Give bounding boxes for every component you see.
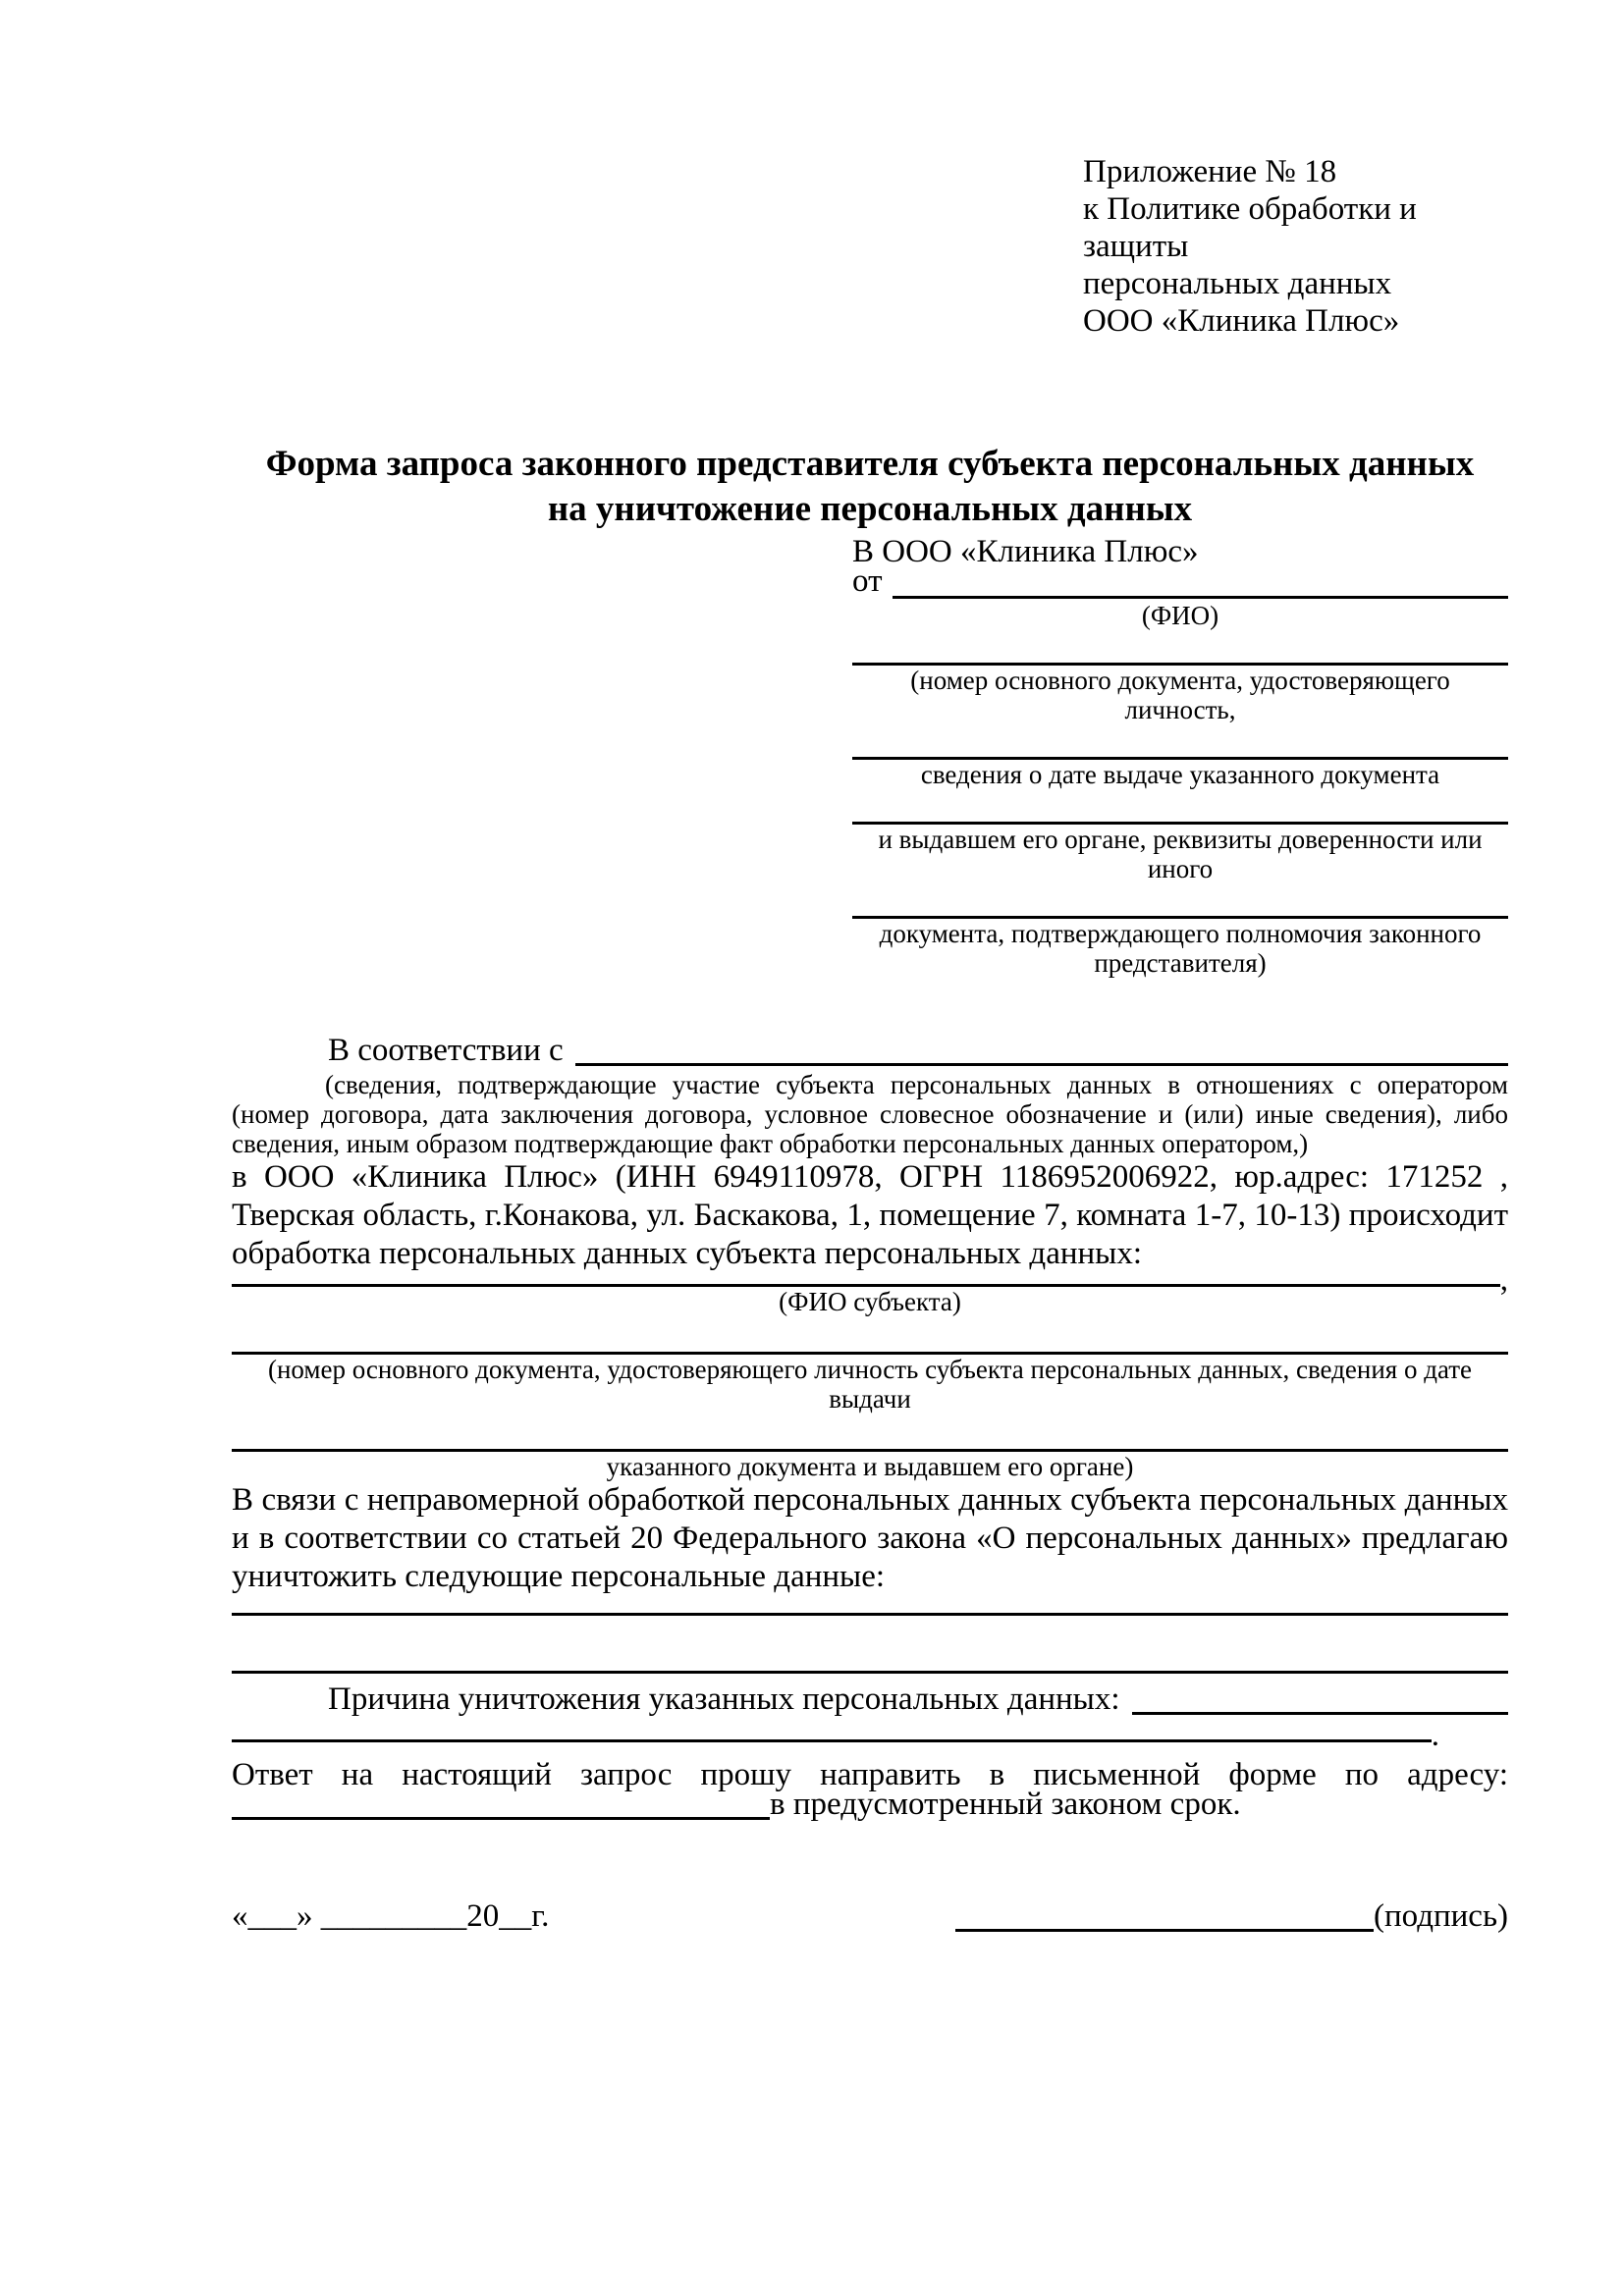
accordance-label: В соответствии с	[328, 1033, 564, 1068]
signature-caption: (подпись)	[1374, 1898, 1508, 1934]
appendix-header	[1083, 0, 1508, 340]
subject-doc-authority-fill-line	[232, 1414, 1508, 1452]
accordance-row	[232, 1031, 1508, 1070]
reason-fill-line	[1132, 1712, 1508, 1715]
signature-fill-line	[955, 1929, 1374, 1932]
accordance-note: (сведения, подтверждающие участие субъекта персональных данных в отношениях с оператором (номер договора, дата заключения договора, условное словесное обозначение и (или) иные сведения), либо сведения, иным образом подтверждающие факт обработки персональных данных оператором,)	[232, 1070, 1508, 1158]
addressee-to: В ООО «Клиника Плюс»	[852, 534, 1199, 569]
fio-caption: (ФИО)	[1141, 601, 1219, 630]
form-title	[232, 442, 1508, 532]
subject-doc-fill-line	[232, 1316, 1508, 1355]
representative-doc-fill-line	[852, 630, 1508, 666]
comma-char: ,	[1499, 1262, 1508, 1298]
reply-address-fill-line	[232, 1817, 770, 1820]
subject-fio-fill-row	[232, 1262, 1508, 1298]
accordance-fill-line	[575, 1063, 1508, 1066]
subject-doc-caption1: (номер основного документа, удостоверяющего личность субъекта персональных данных, сведения о дате выдачи	[267, 1355, 1473, 1414]
doc-number-caption: (номер основного документа, удостоверяющего личность,	[910, 666, 1450, 724]
reason-fill-row-2	[232, 1718, 1508, 1753]
reason-row	[232, 1680, 1508, 1719]
signature-row	[232, 1900, 1508, 1936]
subject-doc-caption2: указанного документа и выдавшем его органе)	[606, 1452, 1134, 1481]
from-row	[852, 563, 1508, 601]
appendix-line: ООО «Клиника Плюс»	[1083, 303, 1400, 339]
issue-date-caption: сведения о дате выдаче указанного документа	[920, 760, 1440, 789]
authority-doc-fill-line	[852, 883, 1508, 919]
reply-address-row	[232, 1787, 1508, 1824]
appendix-line: Приложение № 18	[1083, 154, 1337, 189]
date-placeholder: «___» _________20__г.	[232, 1898, 550, 1934]
representative-fio-fill-line	[893, 596, 1509, 599]
destroy-paragraph: В связи с неправомерной обработкой персональных данных субъекта персональных данных и в соответствии со статьей 20 Федерального закона «О персональных данных» предлагаю уничтожить следующие персональные данные:	[232, 1482, 1508, 1594]
reason-fill-line-2	[232, 1739, 1432, 1742]
period-char: .	[1431, 1718, 1439, 1753]
signature-block	[955, 1897, 1508, 1936]
form-title-line2: на уничтожение персональных данных	[547, 489, 1193, 529]
issue-date-fill-line	[852, 724, 1508, 760]
form-title-line1: Форма запроса законного представителя субъекта персональных данных	[265, 444, 1475, 484]
subject-fio-caption: (ФИО субъекта)	[779, 1287, 961, 1316]
document-body	[232, 1031, 1508, 1936]
authority-doc-caption: документа, подтверждающего полномочия законного представителя)	[879, 919, 1482, 978]
data-list-fill-line-1	[232, 1596, 1508, 1616]
appendix-line: персональных данных	[1083, 266, 1392, 301]
reason-label: Причина уничтожения указанных персональных данных:	[328, 1682, 1120, 1717]
reply-tail: в предусмотренный законом срок.	[770, 1787, 1241, 1822]
data-list-fill-line-2	[232, 1635, 1508, 1674]
issuing-authority-fill-line	[852, 789, 1508, 825]
reply-paragraph: Ответ на настоящий запрос прошу направить в письменной форме по адресу:	[232, 1757, 1508, 1792]
operator-paragraph: в ООО «Клиника Плюс» (ИНН 6949110978, ОГРН 1186952006922, юр.адрес: 171252 , Тверская область, г.Конакова, ул. Баскакова, 1, помещение 7, комната 1-7, 10-13) происходит обработка персональных данных субъекта персональных данных:	[232, 1159, 1508, 1271]
addressee-block	[852, 532, 1508, 978]
from-label: от	[852, 563, 883, 599]
issuing-authority-caption: и выдавшем его органе, реквизиты доверенности или иного	[878, 825, 1483, 883]
appendix-line: к Политике обработки и защиты	[1083, 191, 1417, 264]
